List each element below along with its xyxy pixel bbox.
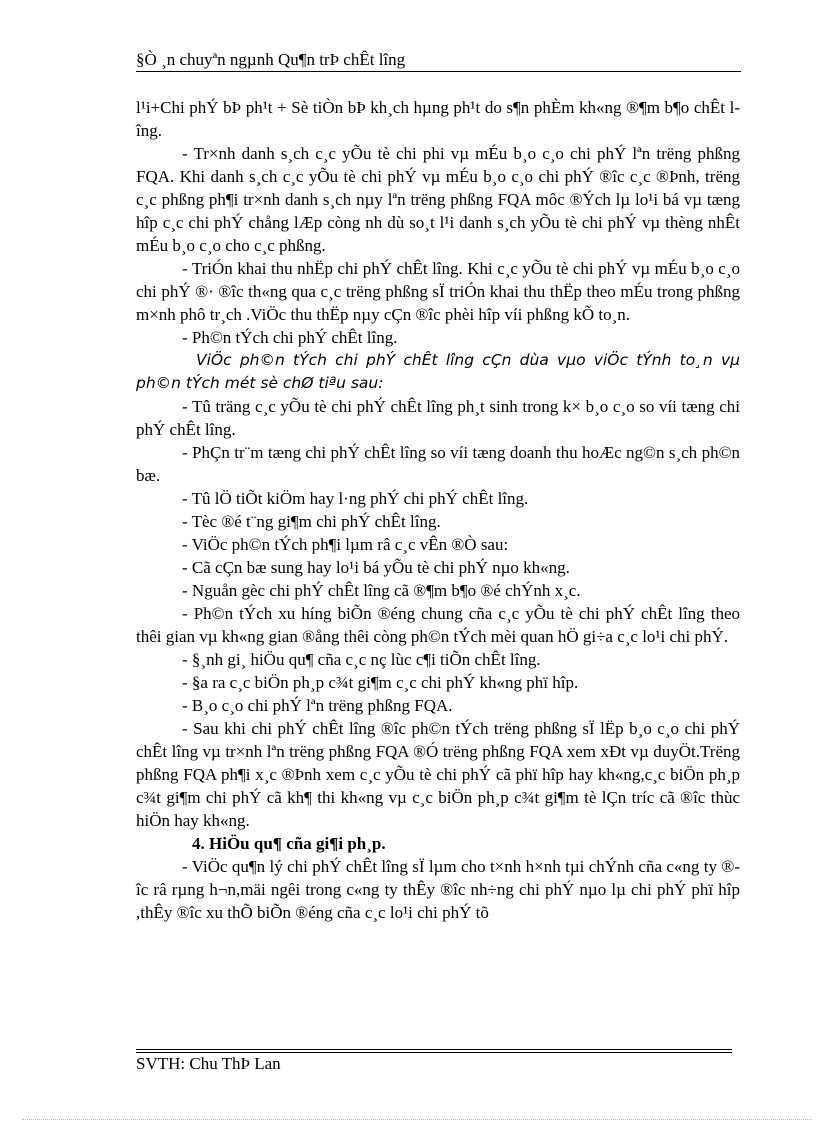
document-body — [136, 96, 740, 924]
page-header-title: §Ò ¸n chuyªn ngµnh Qu¶n trÞ chÊt lîng — [136, 50, 406, 69]
list-item-evaluate-efforts: - §¸nh gi¸ hiÖu qu¶ cña c¸c nç lùc c¶i tiÕn chÊt lîng. — [182, 650, 541, 669]
list-item-growth-rate: - Tèc ®é t¨ng gi¶m chi phÝ chÊt lîng. — [182, 512, 441, 531]
list-item-source-accuracy: - Nguån gèc chi phÝ chÊt lîng cã ®¶m b¶o ®é chÝnh x¸c. — [182, 581, 581, 600]
paragraph-submit-cost-list: - Tr×nh danh s¸ch c¸c yÕu tè chi phi vµ mÉu b¸o c¸o chi phÝ lªn trëng phßng FQA. Khi danh s¸ch c¸c yÕu tè chi phÝ vµ mÉu b¸o c¸o chi phÝ ®îc c¸c ®Þnh, trëng c¸c phßng ph¶i tr×nh danh s¸ch nµy lªn trëng phßng FQA môc ®Ých lµ lo¹i bá vµ tæng hîp c¸c chi phÝ chång lÆp còng nh dù so¸t l¹i danh s¸ch yÕu tè chi phÝ vµ thèng nhÊt mÉu b¸o c¸o cho c¸c phßng. — [136, 144, 740, 255]
list-item-issues: - ViÖc ph©n tÝch ph¶i lµm râ c¸c vÊn ®Ò sau: — [182, 535, 509, 554]
footer-divider-bottom — [136, 1052, 732, 1053]
paragraph-analysis-intro: ViÖc ph©n tÝch chi phÝ chÊt lîng cÇn dùa vµo viÖc tÝnh to¸n vµ ph©n tÝch mét sè chØ tiªu sau: — [136, 351, 740, 392]
paragraph-report-review: - Sau khi chi phÝ chÊt lîng ®îc ph©n tÝch trëng phßng sÏ lËp b¸o c¸o chi phÝ chÊt lîng vµ tr×nh lªn trëng phßng FQA ®Ó trëng phßng FQA xem xÐt vµ duyÖt.Trëng phßng FQA ph¶i x¸c ®Þnh xem c¸c yÕu tè chi phÝ cã phï hîp hay kh«ng,c¸c biÖn ph¸p c¾t gi¶m chi phÝ cã kh¶ thi kh«ng vµ c¸c biÖn ph¸p c¾t gi¶m tè lÇn tríc cã ®îc thùc hiÖn hay kh«ng. — [136, 719, 740, 830]
list-item-trend-analysis: - Ph©n tÝch xu híng biÕn ®éng chung cña c¸c yÕu tè chi phÝ chÊt lîng theo thêi gian vµ kh«ng gian ®ång thêi còng ph©n tÝch mèi quan hÖ gi÷a c¸c lo¹i chi phÝ. — [136, 604, 740, 646]
paragraph-collect-costs: - TriÓn khai thu nhËp chi phÝ chÊt lîng. Khi c¸c yÕu tè chi phÝ vµ mÉu b¸o c¸o chi phÝ ®· ®îc th«ng qua c¸c trëng phßng sÏ triÓn khai thu thËp theo mÉu trong phßng m×nh phô tr¸ch .ViÖc thu thËp nµy cÇn ®îc phèi hîp víi phßng kÕ to¸n. — [136, 259, 740, 324]
list-item-cut-measures: - §a ra c¸c biÖn ph¸p c¾t gi¶m c¸c chi phÝ kh«ng phï hîp. — [182, 673, 579, 692]
footer-author: SVTH: Chu ThÞ Lan — [136, 1054, 281, 1073]
list-item-revenue-percent: - PhÇn tr¨m tæng chi phÝ chÊt lîng so víi tæng doanh thu hoÆc ng©n s¸ch ph©n bæ. — [136, 443, 740, 485]
paragraph-cost-continuation: l¹i+Chi phÝ bÞ ph¹t + Sè tiÒn bÞ kh¸ch hµng ph¹t do s¶n phÈm kh«ng ®¶m b¶o chÊt lîng. — [136, 98, 740, 140]
page-edge-line — [22, 1119, 812, 1120]
list-item-add-remove: - Cã cÇn bæ sung hay lo¹i bá yÕu tè chi phÝ nµo kh«ng. — [182, 558, 570, 577]
paragraph-effectiveness: - ViÖc qu¶n lý chi phÝ chÊt lîng sÏ lµm cho t×nh h×nh tµi chÝnh cña c«ng ty ®îc râ rµng h¬n,mäi ngêi trong c«ng ty thÊy ®îc nh÷ng chi phÝ nµo lµ chi phÝ phï hîp ,thÊy ®îc xu thÕ biÕn ®éng cña c¸c lo¹i chi phÝ tõ — [136, 857, 740, 922]
paragraph-analysis-title: - Ph©n tÝch chi phÝ chÊt lîng. — [182, 328, 398, 347]
list-item-saving-rate: - Tû lÖ tiÕt kiÖm hay l·ng phÝ chi phÝ chÊt lîng. — [182, 489, 529, 508]
header-divider — [136, 71, 741, 72]
footer-divider-top — [136, 1049, 732, 1050]
list-item-report: - B¸o c¸o chi phÝ lªn trëng phßng FQA. — [182, 696, 453, 715]
list-item-cost-ratio: - Tû träng c¸c yÕu tè chi phÝ chÊt lîng ph¸t sinh trong k× b¸o c¸o so víi tæng chi phÝ chÊt lîng. — [136, 397, 740, 439]
section-heading-effectiveness: 4. HiÖu qu¶ cña gi¶i ph¸p. — [192, 834, 386, 853]
